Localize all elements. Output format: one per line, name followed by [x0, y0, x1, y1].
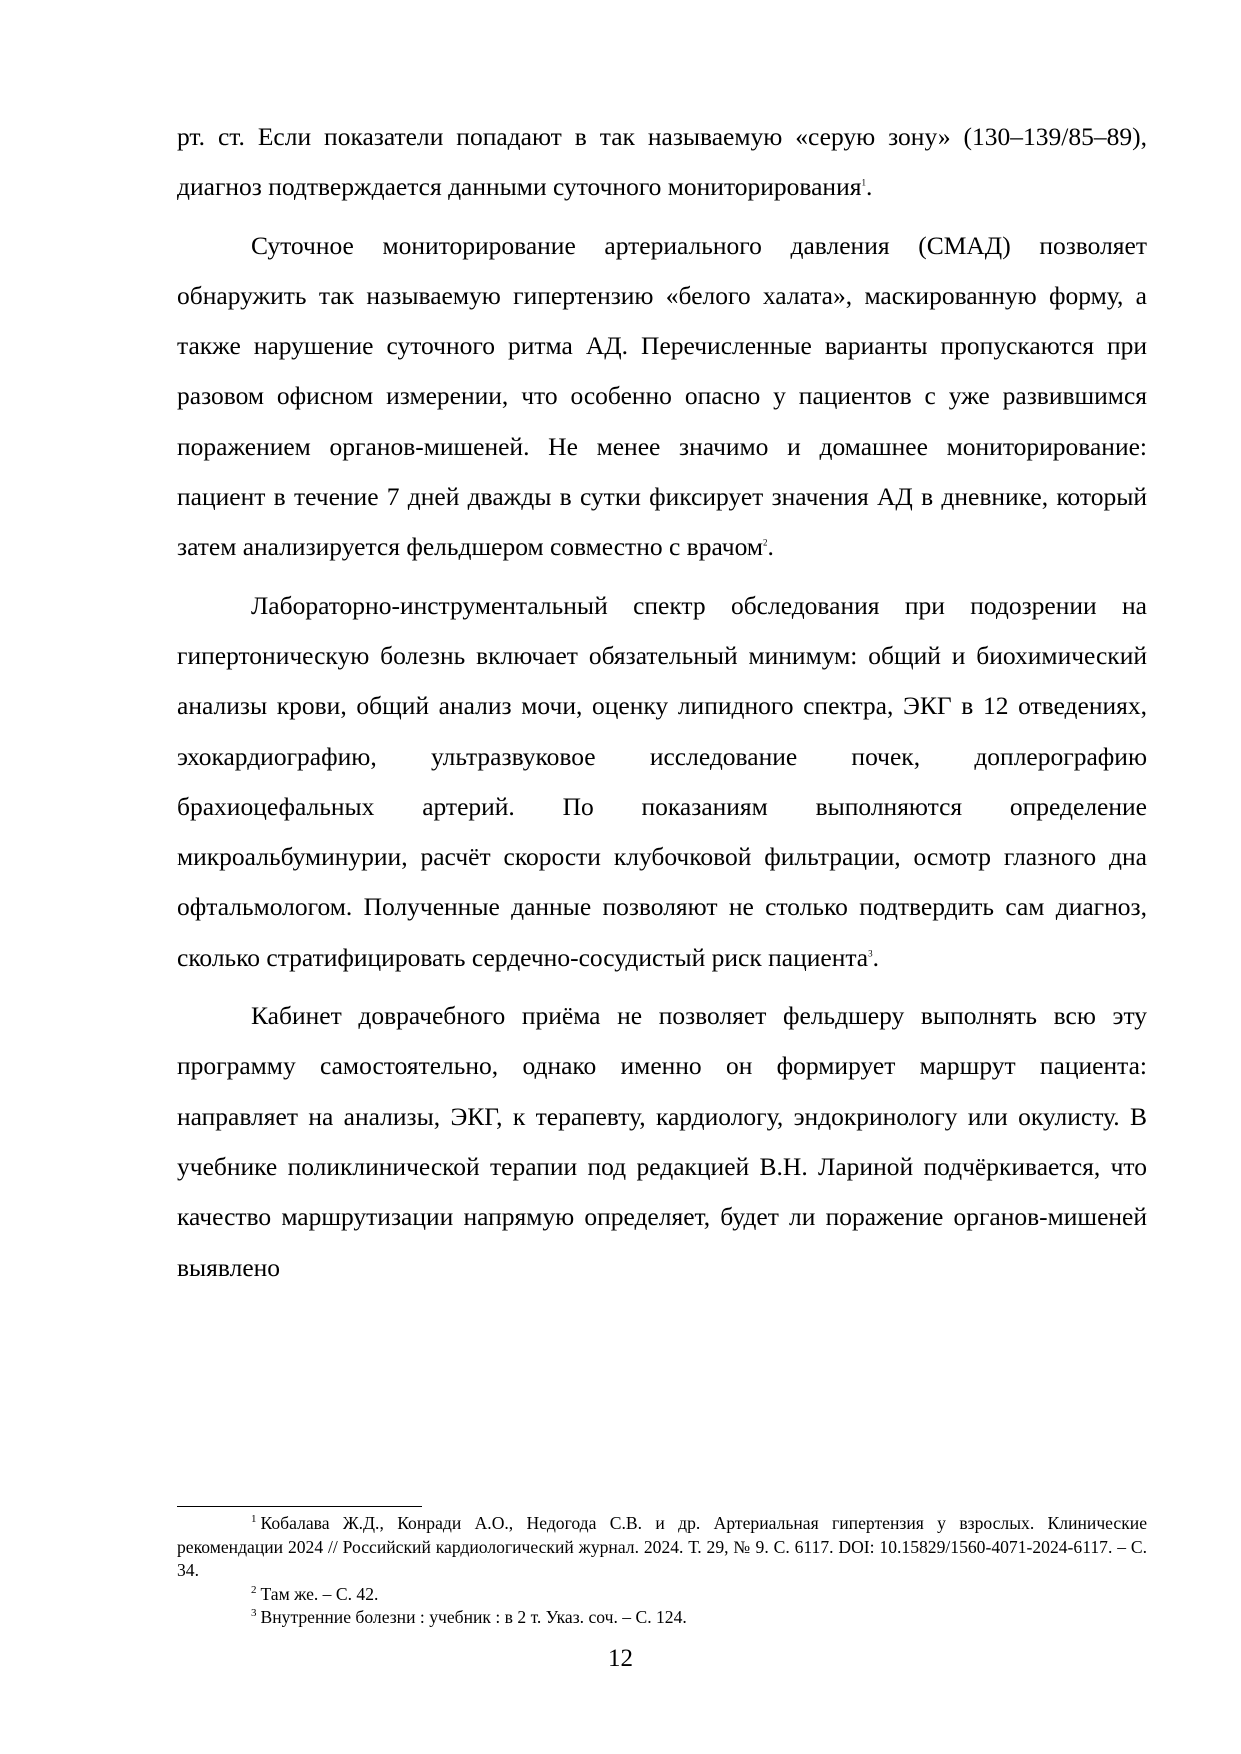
paragraph-text: Лабораторно-инструментальный спектр обследования при подозрении на гипертоническую болезнь включает обязательный минимум: общий и биохимический анализы крови, общий анализ мочи, оценку липидного спектра, ЭКГ в 12 отведениях, эхокардиографию, ультразвуковое исследование почек, доплерографию брахиоцефальных артерий. По показаниям выполняются определение микроальбуминурии, расчёт скорости клубочковой фильтрации, осмотр глазного дна офтальмологом. Полученные данные позволяют не столько подтвердить сам диагноз, сколько стратифицировать сердечно-сосудистый риск пациента [177, 590, 1147, 972]
footnote-text: Кобалава Ж.Д., Конради А.О., Недогода С.В. и др. Артериальная гипертензия у взрослых. Клинические рекомендации 2024 // Российский кардиологический журнал. 2024. Т. 29, № 9. С. 6117. DOI: 10.15829/1560-4071-2024-6117. – С. 34. [177, 1513, 1147, 1580]
paragraph-end-punctuation: . [865, 172, 873, 202]
paragraph-2 [177, 221, 1147, 573]
footnote-text: Внутренние болезни : учебник : в 2 т. Указ. соч. – С. 124. [260, 1607, 687, 1627]
paragraph-1 [177, 112, 1147, 213]
footnote-number: 2 [251, 1583, 257, 1596]
paragraph-text: Кабинет доврачебного приёма не позволяет фельдшеру выполнять всю эту программу самостоятельно, однако именно он формирует маршрут пациента: направляет на анализы, ЭКГ, к терапевту, кардиологу, эндокринологу или окулисту. В учебнике поликлинической терапии под редакцией В.Н. Лариной подчёркивается, что качество маршрутизации напрямую определяет, будет ли поражение органов-мишеней выявлено [177, 1001, 1147, 1282]
paragraph-text: рт. ст. Если показатели попадают в так называемую «серую зону» (130–139/85–89), диагноз подтверждается данными суточного мониторирования [177, 122, 1147, 202]
paragraph-text: Суточное мониторирование артериального давления (СМАД) позволяет обнаружить так называемую гипертензию «белого халата», маскированную форму, а также нарушение суточного ритма АД. Перечисленные варианты пропускаются при разовом офисном измерении, что особенно опасно у пациентов с уже развившимся поражением органов-мишеней. Не менее значимо и домашнее мониторирование: пациент в течение 7 дней дважды в сутки фиксирует значения АД в дневнике, который затем анализируется фельдшером совместно с врачом [177, 230, 1147, 562]
footnote-number: 3 [251, 1607, 257, 1620]
paragraph-3 [177, 581, 1147, 983]
paragraph-end-punctuation: . [872, 942, 879, 972]
footnote-reference-3: 3 [868, 948, 873, 959]
footnotes [177, 1512, 1147, 1630]
footnote-number: 1 [251, 1513, 257, 1526]
footnote-separator [177, 1506, 422, 1507]
footnote-1 [177, 1512, 1147, 1583]
page-number: 12 [608, 1645, 633, 1672]
footnote-3 [177, 1606, 1147, 1630]
main-text [177, 112, 1147, 1293]
footnote-reference-2: 2 [762, 537, 768, 548]
footnote-text: Там же. – С. 42. [260, 1583, 379, 1604]
footnote-reference-1: 1 [861, 177, 866, 188]
paragraph-end-punctuation: . [767, 532, 774, 562]
paragraph-4 [177, 991, 1147, 1293]
footnote-2 [177, 1583, 1147, 1607]
